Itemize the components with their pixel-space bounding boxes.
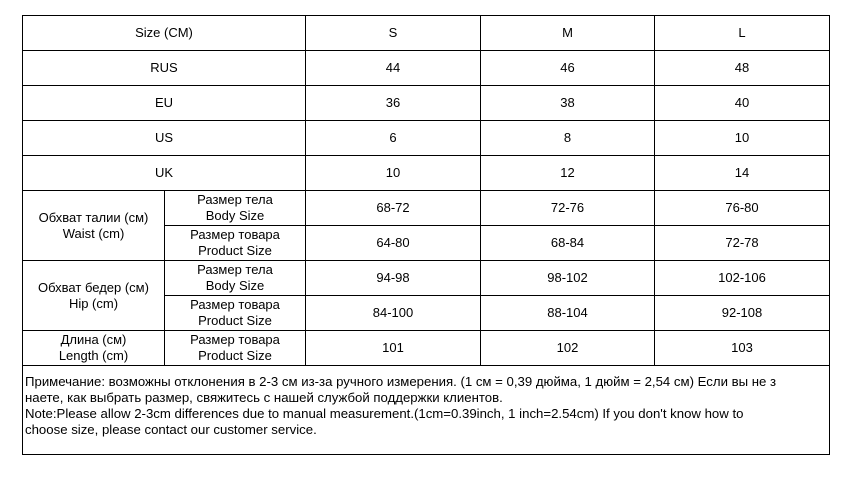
eu-l-value: 40	[655, 86, 830, 121]
uk-s-value: 10	[306, 156, 481, 191]
table-row	[23, 331, 830, 366]
size-m-header: M	[481, 16, 655, 51]
rus-m-value: 46	[481, 51, 655, 86]
hip-body-m-value: 98-102	[481, 261, 655, 296]
product-size-label-en: Product Size	[198, 348, 272, 363]
size-unit-header: Size (CM)	[23, 16, 306, 51]
waist-product-size-label	[165, 226, 306, 261]
waist-body-l-value: 76-80	[655, 191, 830, 226]
us-m-value: 8	[481, 121, 655, 156]
waist-body-m-value: 72-76	[481, 191, 655, 226]
hip-product-s-value: 84-100	[306, 296, 481, 331]
note-line: choose size, please contact our customer service.	[25, 422, 317, 437]
table-row	[23, 261, 830, 296]
note-line: Note:Please allow 2-3cm differences due to manual measurement.(1cm=0.39inch, 1 inch=2.54cm) If you don't know how to	[25, 406, 744, 421]
size-table	[22, 15, 830, 455]
hip-product-l-value: 92-108	[655, 296, 830, 331]
length-m-value: 102	[481, 331, 655, 366]
length-l-value: 103	[655, 331, 830, 366]
table-row	[23, 51, 830, 86]
body-size-label-en: Body Size	[205, 278, 265, 293]
waist-product-l-value: 72-78	[655, 226, 830, 261]
note-line: Примечание: возможны отклонения в 2-3 см из-за ручного измерения. (1 см = 0,39 дюйма, 1 дюйм = 2,54 см) Если вы не з	[25, 374, 777, 389]
waist-label-en: Waist (cm)	[62, 225, 125, 241]
hip-label-en: Hip (cm)	[68, 295, 119, 311]
body-size-label-ru: Размер тела	[197, 192, 273, 207]
uk-l-value: 14	[655, 156, 830, 191]
note-row	[23, 366, 830, 455]
eu-m-value: 38	[481, 86, 655, 121]
hip-body-l-value: 102-106	[655, 261, 830, 296]
length-s-value: 101	[306, 331, 481, 366]
hip-product-size-label	[165, 296, 306, 331]
product-size-label-en: Product Size	[198, 313, 272, 328]
uk-m-value: 12	[481, 156, 655, 191]
size-chart	[22, 15, 829, 455]
hip-label-ru: Обхват бедер (см)	[38, 279, 149, 295]
product-size-label-ru: Размер товара	[190, 332, 280, 347]
eu-s-value: 36	[306, 86, 481, 121]
hip-label	[23, 261, 165, 331]
size-s-header: S	[306, 16, 481, 51]
row-label-uk: UK	[23, 156, 306, 191]
row-label-us: US	[23, 121, 306, 156]
hip-body-size-label	[165, 261, 306, 296]
length-label-en: Length (cm)	[58, 348, 129, 363]
length-label-ru: Длина (см)	[60, 332, 127, 347]
row-label-eu: EU	[23, 86, 306, 121]
table-row	[23, 156, 830, 191]
body-size-label-en: Body Size	[205, 208, 265, 223]
waist-label	[23, 191, 165, 261]
waist-product-m-value: 68-84	[481, 226, 655, 261]
note-line: наете, как выбрать размер, свяжитесь с нашей службой поддержки клиентов.	[25, 390, 503, 405]
waist-label-ru: Обхват талии (см)	[38, 209, 149, 225]
table-row	[23, 191, 830, 226]
table-header-row	[23, 16, 830, 51]
rus-l-value: 48	[655, 51, 830, 86]
size-l-header: L	[655, 16, 830, 51]
product-size-label-en: Product Size	[198, 243, 272, 258]
rus-s-value: 44	[306, 51, 481, 86]
us-s-value: 6	[306, 121, 481, 156]
waist-product-s-value: 64-80	[306, 226, 481, 261]
length-product-size-label	[165, 331, 306, 366]
hip-body-s-value: 94-98	[306, 261, 481, 296]
waist-body-s-value: 68-72	[306, 191, 481, 226]
table-row	[23, 86, 830, 121]
product-size-label-ru: Размер товара	[190, 227, 280, 242]
measurement-note	[23, 366, 830, 455]
hip-product-m-value: 88-104	[481, 296, 655, 331]
product-size-label-ru: Размер товара	[190, 297, 280, 312]
waist-body-size-label	[165, 191, 306, 226]
body-size-label-ru: Размер тела	[197, 262, 273, 277]
table-row	[23, 121, 830, 156]
length-label	[23, 331, 165, 366]
row-label-rus: RUS	[23, 51, 306, 86]
us-l-value: 10	[655, 121, 830, 156]
